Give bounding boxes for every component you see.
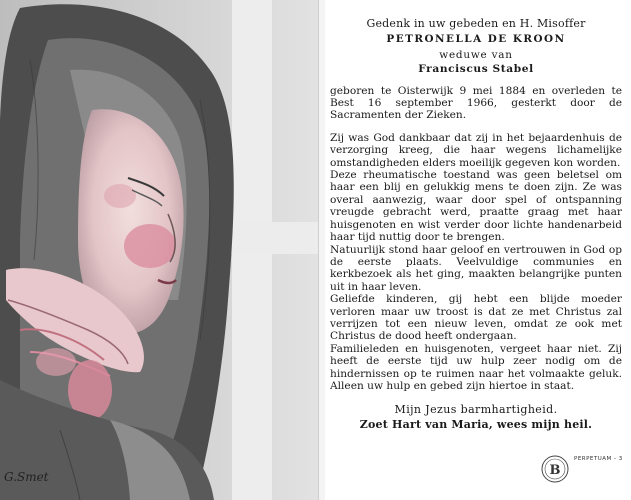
svg-text:B: B <box>549 463 561 478</box>
text-panel <box>330 18 622 496</box>
deceased-name: PETRONELLA DE KROON <box>386 33 566 46</box>
prayers <box>330 402 622 432</box>
paragraph: Natuurlijk stond haar geloof en vertrouwen in God op de eerste plaats. Veelvuldige communies en kerkbezoek als het ging, maakten belangrijke punten uit in haar leven. <box>330 243 622 293</box>
paragraph: Familieleden en huisgenoten, vergeet haar niet. Zij heeft de eerste tijd uw hulp zeer nodig om de hindernissen op te ruimen naar het volmaakte geluk. Alleen uw hulp en gebed zijn hiertoe in staat. <box>330 342 622 392</box>
paragraph: Zij was God dankbaar dat zij in het bejaardenhuis de verzorging kreeg, die haar wegens lichamelijke omstandigheden elders moeilijk gegeven kon worden. <box>330 131 622 169</box>
biography <box>330 132 622 393</box>
paragraph: Geliefde kinderen, gij hebt een blijde moeder verloren maar uw troost is dat ze met Christus zal verrijzen tot een nieuw leven, omdat ze ook met Christus de dood heeft ondergaan. <box>330 293 622 343</box>
husband-name: Franciscus Stabel <box>418 63 534 76</box>
publisher-name: PERPETUAM - 3 <box>574 456 623 462</box>
widow-line: weduwe van <box>439 48 513 61</box>
birth-death-text: geboren te Oisterwijk 9 mei 1884 en overleden te Best 16 september 1966, gesterkt door de Sacramenten der Zieken. <box>330 84 622 122</box>
perpetuam-b-logo-icon <box>540 454 570 484</box>
artist-signature: G.Smet <box>4 470 49 484</box>
prayer-line: Zoet Hart van Maria, wees mijn heil. <box>359 418 593 432</box>
intro-line: Gedenk in uw gebeden en H. Misoffer <box>366 17 586 30</box>
prayer-line: Mijn Jezus barmhartigheid. <box>394 403 558 417</box>
panel-divider <box>318 0 325 500</box>
publisher-mark <box>540 452 630 492</box>
paragraph: Deze rheumatische toestand was geen beletsel om haar een blij en gelukkig mens te doen zijn. Ze was overal aanwezig, waar door spel of ontspanning vreugde gebracht werd, praatte graag met haar huisgenoten en wist verder door lichte handenarbeid haar tijd nuttig door te brengen. <box>330 169 622 244</box>
